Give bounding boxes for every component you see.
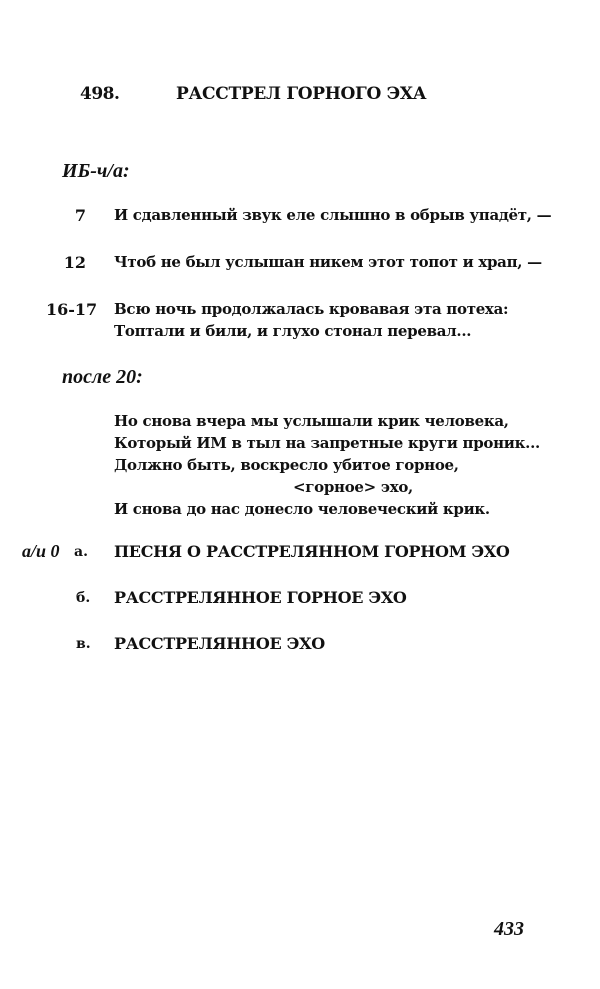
line-number: 12 — [63, 253, 86, 272]
verse-line: Который ИМ в тыл на запретные круги проник... — [114, 434, 540, 452]
verse-line: Должно быть, воскресло убитое горное, — [114, 456, 459, 474]
variant-title: РАССТРЕЛЯННОЕ ГОРНОЕ ЭХО — [114, 588, 407, 607]
variant-title: РАССТРЕЛЯННОЕ ЭХО — [114, 634, 325, 653]
line-number: 16-17 — [46, 300, 98, 319]
title-variants-source: а/и 0 — [22, 541, 60, 561]
verse-line: Чтоб не был услышан никем этот топот и храп, — — [114, 253, 542, 271]
source-label-ib: ИБ-ч/а: — [62, 160, 130, 182]
line-number: 7 — [74, 206, 86, 225]
variant-title: ПЕСНЯ О РАССТРЕЛЯННОМ ГОРНОМ ЭХО — [114, 542, 510, 561]
variant-letter: б. — [76, 590, 91, 606]
page-number: 433 — [494, 918, 524, 940]
verse-line: Но снова вчера мы услышали крик человека, — [114, 412, 509, 430]
verse-line: Всю ночь продолжалась кровавая эта потеха: — [114, 300, 509, 318]
verse-line: <горное> эхо, — [293, 478, 413, 496]
verse-line: Топтали и били, и глухо стонал перевал... — [114, 322, 472, 340]
verse-line: И сдавленный звук еле слышно в обрыв упадёт, — — [114, 206, 552, 224]
verse-line: И снова до нас донесло человеческий крик. — [114, 500, 490, 518]
poem-title: РАССТРЕЛ ГОРНОГО ЭХА — [176, 84, 427, 104]
poem-number: 498. — [80, 84, 120, 104]
variant-letter: а. — [74, 544, 88, 560]
variant-label-after-20: после 20: — [62, 366, 143, 388]
variant-letter: в. — [76, 636, 91, 652]
